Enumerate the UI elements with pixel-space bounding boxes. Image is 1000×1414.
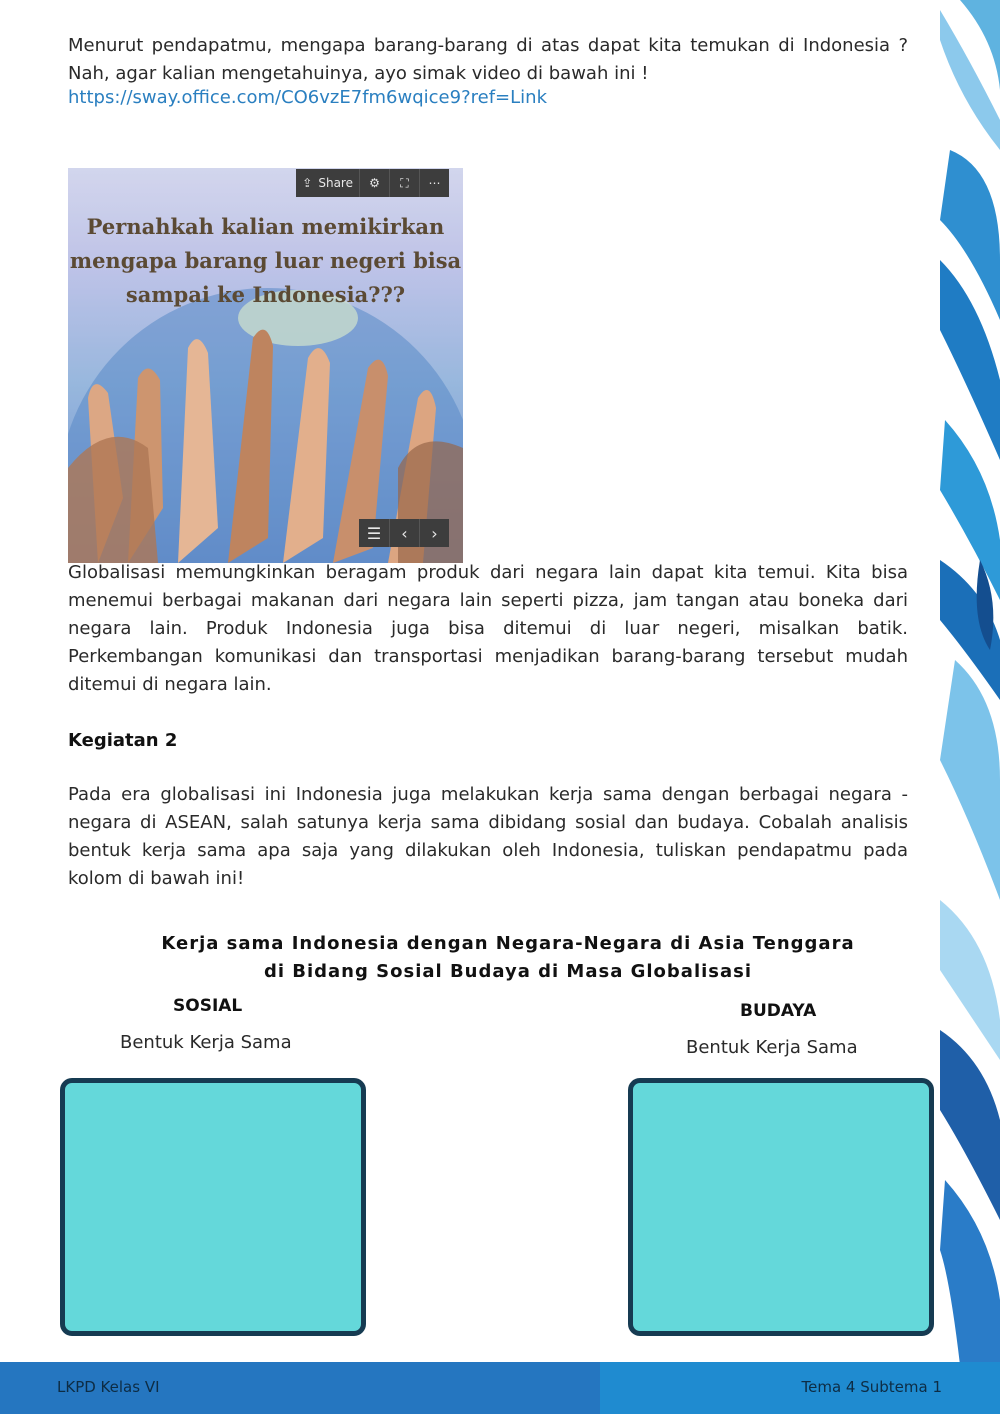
section-title-line2: di Bidang Sosial Budaya di Masa Globalisasi <box>263 961 753 982</box>
video-embed[interactable] <box>68 168 463 563</box>
sosial-subheading: Bentuk Kerja Sama <box>120 1032 292 1053</box>
share-icon: ⇪ <box>302 176 313 190</box>
kegiatan-paragraph: Pada era globalisasi ini Indonesia juga melakukan kerja sama dengan berbagai negara - negara di ASEAN, salah satunya kerja sama dibidang sosial dan budaya. Cobalah analisis bentuk kerja sama apa saja yang dilakukan oleh Indonesia, tuliskan pendapatmu pada kolom di bawah ini! <box>68 784 908 889</box>
settings-icon: ⚙ <box>369 176 380 190</box>
sosial-answer-box[interactable] <box>60 1078 366 1336</box>
budaya-answer-box[interactable] <box>628 1078 934 1336</box>
sosial-heading: SOSIAL <box>173 996 243 1016</box>
video-navigation <box>359 519 449 547</box>
fullscreen-icon: ⛶ <box>400 175 409 190</box>
next-button[interactable] <box>419 519 449 547</box>
footer-right-label: Tema 4 Subtema 1 <box>801 1378 942 1396</box>
footer-left-label: LKPD Kelas VI <box>57 1378 160 1396</box>
intro-text: Menurut pendapatmu, mengapa barang-barang di atas dapat kita temukan di Indonesia ? Nah, agar kalian mengetahuinya, ayo simak video di bawah ini ! <box>68 35 908 84</box>
more-button[interactable] <box>419 169 449 197</box>
previous-button[interactable] <box>389 519 419 547</box>
sway-video-link[interactable]: https://sway.office.com/CO6vzE7fm6wqice9?ref=Link <box>68 87 547 108</box>
section-title <box>130 930 886 986</box>
chevron-left-icon: ‹ <box>401 523 408 543</box>
footer-bar <box>0 1362 1000 1414</box>
kegiatan-heading: Kegiatan 2 <box>68 730 178 751</box>
chevron-right-icon: › <box>431 523 438 543</box>
settings-button[interactable] <box>359 169 389 197</box>
list-button[interactable] <box>359 519 389 547</box>
decorative-leaf-border <box>940 0 1000 1365</box>
budaya-heading: BUDAYA <box>740 1001 817 1021</box>
list-icon: ☰ <box>366 523 382 543</box>
section-title-line1: Kerja sama Indonesia dengan Negara-Negara di Asia Tenggara <box>161 933 855 954</box>
video-title: Pernahkah kalian memikirkan mengapa barang luar negeri bisa sampai ke Indonesia??? <box>69 214 462 307</box>
globalisasi-paragraph: Globalisasi memungkinkan beragam produk dari negara lain dapat kita temui. Kita bisa menemui berbagai makanan dari negara lain seperti pizza, jam tangan atau boneka dari negara lain. Produk Indonesia juga bisa ditemui di luar negeri, misalkan batik. Perkembangan komunikasi dan transportasi menjadikan barang-barang tersebut mudah ditemui di negara lain. <box>68 562 908 695</box>
budaya-subheading: Bentuk Kerja Sama <box>686 1037 858 1058</box>
fullscreen-button[interactable] <box>389 169 419 197</box>
share-label: Share <box>318 176 353 190</box>
share-button[interactable] <box>296 169 359 197</box>
more-icon: ⋯ <box>428 176 441 190</box>
video-toolbar <box>296 169 449 197</box>
